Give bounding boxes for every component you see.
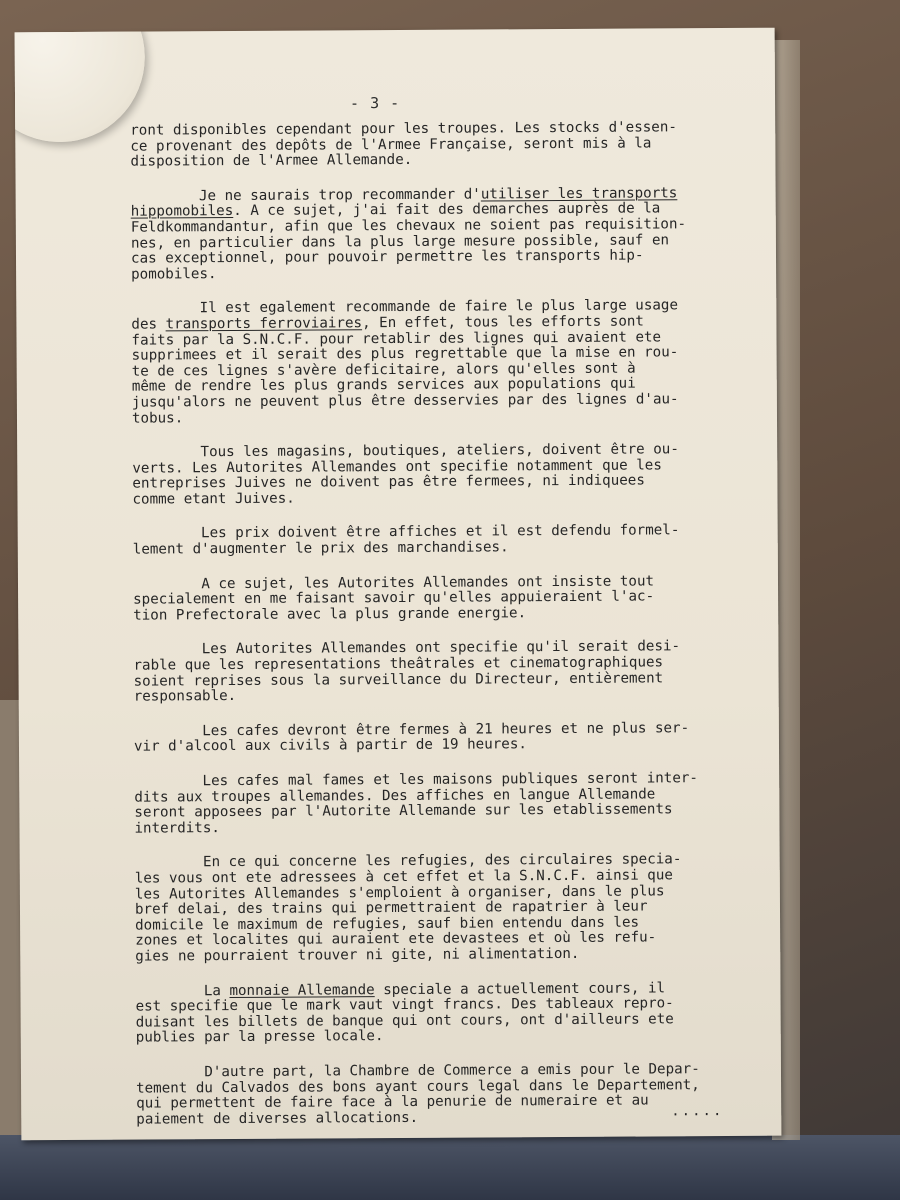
text-line: soient reprises sous la surveillance du Directeur, entièrement	[133, 670, 664, 690]
continuation-dots: .....	[671, 1103, 724, 1120]
text-line: tobus.	[131, 409, 184, 427]
text-line: entreprises Juives ne doivent pas être fermees, ni indiquees	[132, 472, 645, 492]
text-line: Les Autorites Allemandes ont specifie qu'il serait desi-	[133, 638, 681, 659]
text-line: La monnaie Allemande speciale a actuellement cours, il	[135, 979, 666, 1000]
text-line: verts. Les Autorites Allemandes ont specifie notamment que les	[132, 457, 662, 477]
text-line: bref delai, des trains qui permettraient de rapatrier à leur	[134, 898, 648, 918]
text-line: paiement de diverses allocations.	[136, 1109, 419, 1128]
text-line: cas exceptionnel, pour pouvoir permettre les transports hip-	[130, 247, 644, 267]
text-line: des transports ferroviaires, En effet, tous les efforts sont	[131, 313, 644, 333]
underlined-phrase: transports ferroviaires	[165, 315, 363, 333]
text-line: Les prix doivent être affiches et il est defendu formel-	[132, 522, 680, 543]
text-line: specialement en me faisant savoir qu'elles appuieraient l'ac-	[133, 588, 655, 608]
paragraph	[133, 573, 773, 624]
paragraph	[131, 185, 772, 282]
underlined-phrase: utiliser les transports	[480, 185, 678, 203]
text-line: ront disponibles cependant pour les troupes. Les stocks d'essen-	[130, 119, 677, 139]
text-line: responsable.	[133, 688, 237, 705]
paragraph	[135, 980, 775, 1046]
underlined-phrase: hippomobiles	[130, 203, 234, 221]
text-line: tion Prefectorale avec la plus grande energie.	[133, 605, 527, 624]
text-line: rable que les representations theâtrales et cinematographiques	[133, 654, 664, 674]
text-line: gies ne pourraient trouver ni gite, ni alimentation.	[135, 945, 580, 965]
text-line: publies par la presse locale.	[135, 1028, 384, 1046]
text-line: vir d'alcool aux civils à partir de 19 heures.	[133, 736, 527, 756]
text-line: tement du Calvados des bons ayant cours legal dans le Departement,	[136, 1076, 700, 1097]
text-line: est specifie que le mark vaut vingt francs. Des tableaux repro-	[135, 995, 674, 1015]
paragraph	[130, 120, 770, 171]
text-line: pomobiles.	[131, 265, 217, 283]
text-line: A ce sujet, les Autorites Allemandes ont insiste tout	[132, 573, 655, 593]
background-cloth	[0, 1135, 900, 1200]
text-line: Les cafes devront être fermes à 21 heures et ne plus ser-	[133, 720, 690, 740]
text-line: comme etant Juives.	[132, 490, 295, 508]
text-line: domicile le maximum de refugies, sauf bien entendu dans les	[135, 914, 640, 934]
paragraph	[134, 771, 774, 837]
paragraph	[135, 852, 776, 965]
text-line: Il est egalement recommande de faire le plus large usage	[131, 297, 679, 317]
text-line: dits aux troupes allemandes. Des affiches en langue Allemande	[134, 786, 656, 806]
folded-page-corner	[15, 28, 146, 143]
text-line: disposition de l'Armee Allemande.	[130, 152, 413, 170]
text-line: interdits.	[134, 819, 220, 837]
paragraph	[131, 298, 772, 427]
text-line: ce provenant des depôts de l'Armee Française, seront mis à la	[130, 135, 652, 155]
text-line: En ce qui concerne les refugies, des circulaires specia-	[134, 851, 682, 871]
text-line: faits par la S.N.C.F. pour retablir des lignes qui avaient ete	[131, 328, 662, 349]
paragraph	[133, 639, 773, 705]
text-line: duisant les billets de banque qui ont cours, ont d'ailleurs ete	[135, 1011, 674, 1031]
underlined-phrase: monnaie Allemande	[229, 981, 375, 999]
text-line: hippomobiles. A ce sujet, j'ai fait des demarches auprès de la	[130, 200, 661, 221]
text-line: zones et localites qui auraient ete devastees et où les refu-	[135, 929, 657, 949]
text-line: qui permettent de faire face à la penurie de numeraire et au	[136, 1092, 649, 1112]
text-line: te de ces lignes s'avère deficitaire, alors qu'elles sont à	[131, 360, 636, 380]
text-line: Les cafes mal fames et les maisons publiques seront inter-	[134, 770, 698, 790]
text-line: seront apposees par l'Autorite Allemande sur les etablissements	[134, 801, 673, 821]
text-line: jusqu'alors ne peuvent plus être desservies par des lignes d'au-	[131, 391, 679, 411]
text-line: nes, en particulier dans la plus large mesure possible, sauf en	[130, 231, 670, 252]
text-line: les Autorites Allemandes s'emploient à organiser, dans le plus	[134, 882, 665, 903]
text-line: Feldkommandantur, afin que les chevaux ne soient pas requisition-	[130, 216, 687, 236]
page-number: - 3 -	[349, 93, 401, 113]
text-line: lement d'augmenter le prix des marchandises.	[132, 539, 509, 558]
text-line: même de rendre les plus grands services aux populations qui	[131, 375, 636, 395]
paragraph	[133, 523, 773, 558]
paragraph	[132, 442, 772, 508]
text-line: Tous les magasins, boutiques, ateliers, doivent être ou-	[132, 441, 679, 461]
document-body	[130, 120, 776, 1141]
text-line: Je ne saurais trop recommander d'utiliser les transports	[130, 185, 678, 205]
document-page	[15, 28, 782, 1141]
paragraph	[134, 721, 774, 756]
text-line: supprimees et il serait des plus regrettable que la mise en rou-	[131, 344, 679, 364]
text-line: les vous ont ete adressees à cet effet et la S.N.C.F. ainsi que	[134, 867, 673, 887]
text-line: D'autre part, la Chambre de Commerce a emis pour le Depar-	[135, 1061, 700, 1081]
